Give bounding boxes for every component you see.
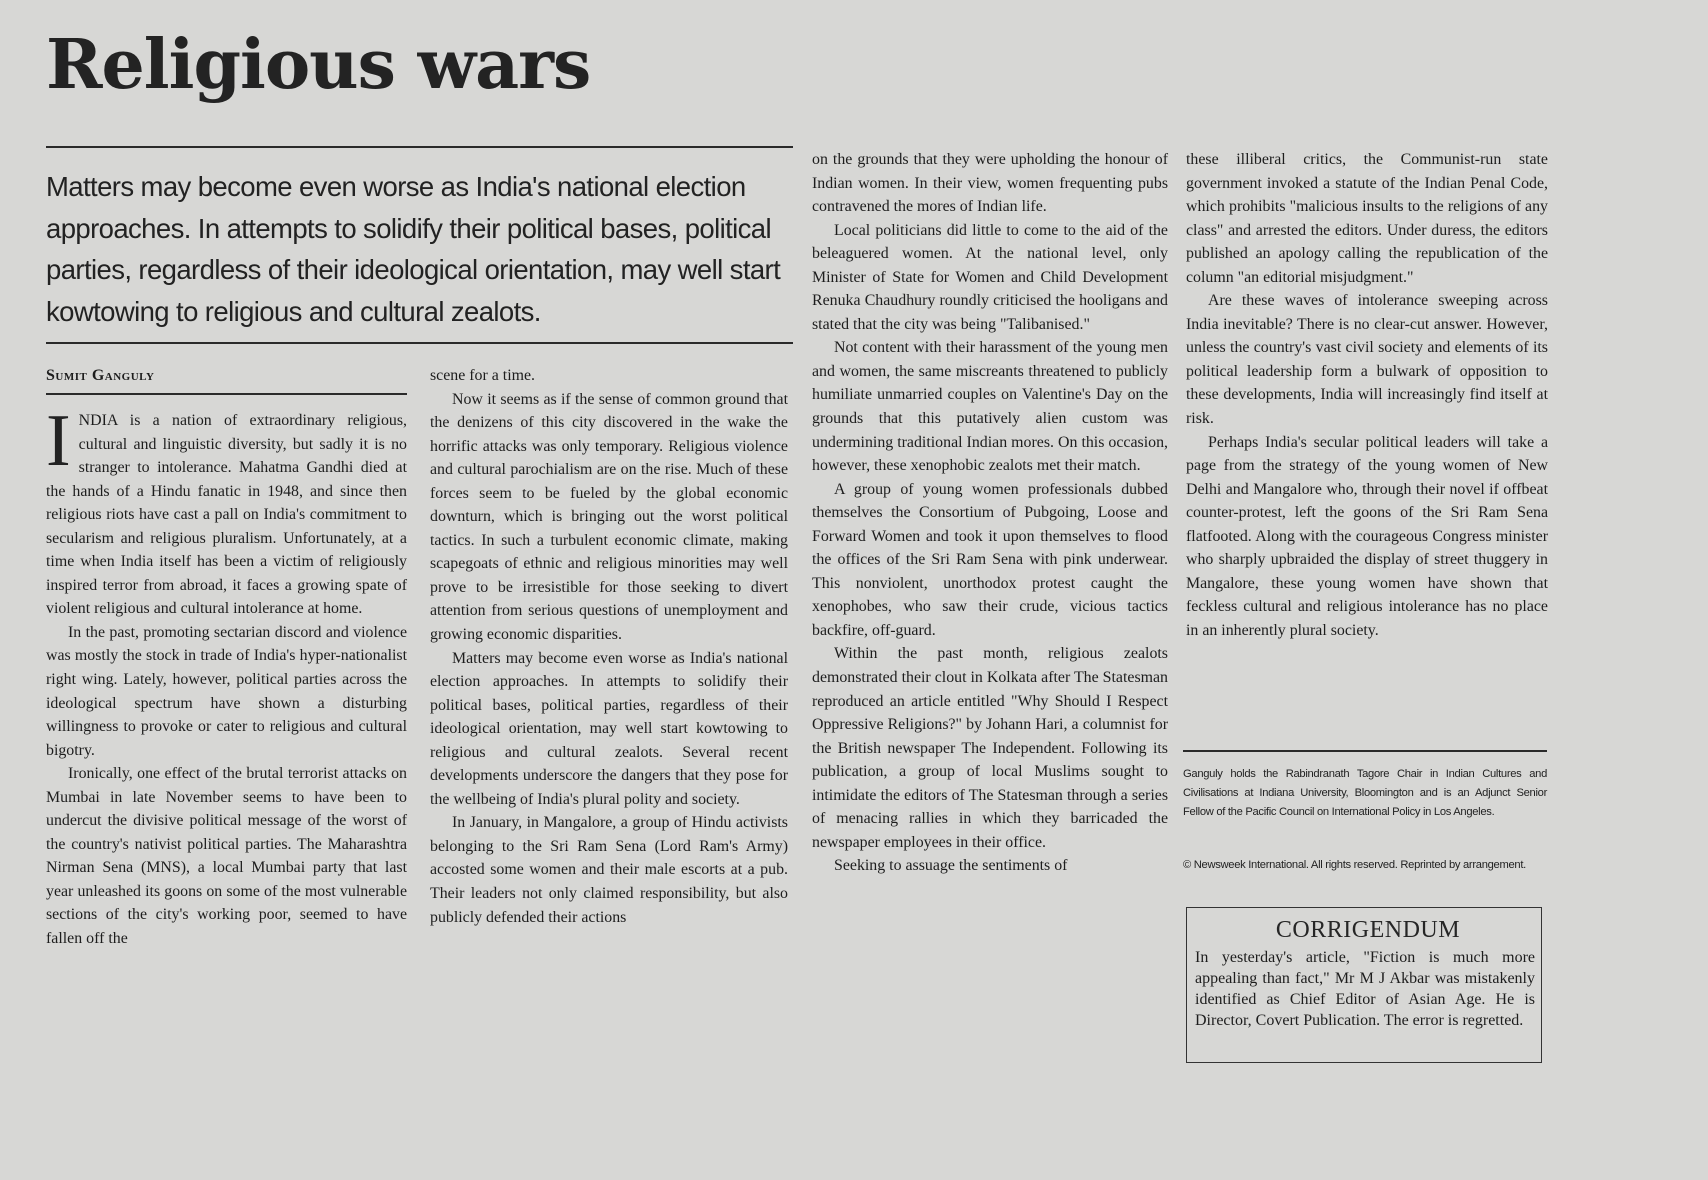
article-paragraph: Local politicians did little to come to the aid of the beleaguered women. At the national level, only Minister of State for Women and Child Development Renuka Chaudhury roundly criticised the hooligans and stated that the city was being "Talibanised.": [812, 221, 1168, 333]
corrigendum-box: [1186, 907, 1542, 1063]
article-paragraph-continued: on the grounds that they were upholding the honour of Indian women. In their view, women frequenting pubs contravened the mores of Indian life.: [812, 151, 1168, 216]
article-paragraph: Matters may become even worse as India's national election approaches. In attempts to solidify their political bases, political parties, regardless of their ideological orientation, may well start kowtowing to religious and cultural zealots. Several recent developments underscore the dangers that they pose for the wellbeing of India's plural polity and society.: [430, 649, 788, 808]
article-paragraph-continued: these illiberal critics, the Communist-run state government invoked a statute of the Indian Penal Code, which prohibits "malicious insults to the religions of any class" and arrested the editors. Under duress, the editors published an apology calling the republication of the column "an editorial misjudgment.": [1186, 151, 1548, 286]
article-paragraph: INDIA is a nation of extraordinary religious, cultural and linguistic diversity, but sadly it is no stranger to intolerance. Mahatma Gandhi died at the hands of a Hindu fanatic in 1948, and since then religious riots have cast a pall on India's commitment to secularism and religious pluralism. Unfortunately, at a time when India itself has been a victim of religiously inspired terror from abroad, it faces a growing spate of violent religious and cultural intolerance at home.: [46, 400, 407, 618]
standfirst-top-rule: [46, 146, 793, 148]
article-paragraph: In the past, promoting sectarian discord and violence was mostly the stock in trade of India's hyper-nationalist right wing. Lately, however, political parties across the ideological spectrum have shown a disturbing willingness to provoke or cater to religious and cultural bigotry.: [46, 623, 407, 759]
author-bio: Ganguly holds the Rabindranath Tagore Chair in Indian Cultures and Civilisations at Indiana University, Bloomington and is an Adjunct Senior Fellow of the Pacific Council on International Policy in Los Angeles.: [1183, 768, 1547, 818]
copyright-notice: © Newsweek International. All rights reserved. Reprinted by arrangement.: [1183, 859, 1526, 871]
article-paragraph: Within the past month, religious zealots demonstrated their clout in Kolkata after The Statesman reproduced an article entitled "Why Should I Respect Oppressive Religions?" by Johann Hari, a columnist for the British newspaper The Independent. Following its publication, a group of local Muslims sought to intimidate the editors of The Statesman through a series of menacing rallies in which they barricaded the newspaper employees in their office.: [812, 645, 1168, 851]
corrigendum-title: CORRIGENDUM: [1275, 917, 1461, 943]
standfirst: Matters may become even worse as India's national election approaches. In attempts to solidify their political bases, political parties, regardless of their ideological orientation, may well start kowtowing to religious and cultural zealots.: [46, 171, 781, 327]
bio-rule: [1183, 750, 1547, 752]
article-paragraph: Are these waves of intolerance sweeping across India inevitable? There is no clear-cut answer. However, unless the country's vast civil society and elements of its political leadership form a bulwark of opposition to these developments, India will increasingly find itself at risk.: [1186, 292, 1548, 428]
byline-rule: [46, 393, 407, 395]
article-paragraph: A group of young women professionals dubbed themselves the Consortium of Pubgoing, Loose and Forward Women and took it upon themselves to flood the offices of the Sri Ram Sena with pink underwear. This nonviolent, unorthodox protest caught the xenophobes, who saw their crude, vicious tactics backfire, off-guard.: [812, 480, 1168, 639]
article-column-1: [46, 400, 407, 951]
corrigendum-text: In yesterday's article, "Fiction is much more appealing than fact," Mr M J Akbar was mistakenly identified as Chief Editor of Asian Age. He is Director, Covert Publication. The error is regretted.: [1195, 949, 1535, 1029]
standfirst-bottom-rule: [46, 342, 793, 344]
article-paragraph-continued: scene for a time.: [430, 367, 536, 384]
article-column-4: [1186, 148, 1548, 642]
article-paragraph: In January, in Mangalore, a group of Hindu activists belonging to the Sri Ram Sena (Lord Ram's Army) accosted some women and their male escorts at a pub. Their leaders not only claimed responsibility, but also publicly defended their actions: [430, 814, 788, 926]
article-column-3: [812, 148, 1168, 878]
drop-cap: I: [46, 400, 71, 482]
article-paragraph: Now it seems as if the sense of common ground that the denizens of this city discovered in the wake the horrific attacks was only temporary. Religious violence and cultural parochialism are on the rise. Much of these forces seem to be fueled by the global economic downturn, which is bringing out the worst political tactics. In such a turbulent economic climate, making scapegoats of ethnic and religious minorities may well prove to be irresistible for those seeking to divert attention from serious questions of unemployment and growing economic disparities.: [430, 390, 788, 644]
article-paragraph: Perhaps India's secular political leaders will take a page from the strategy of the young women of New Delhi and Mangalore who, through their novel if offbeat counter-protest, left the goons of the Sri Ram Sena flatfooted. Along with the courageous Congress minister who sharply upbraided the display of street thuggery in Mangalore, these young women have shown that feckless cultural and religious intolerance has no place in an inherently plural society.: [1186, 433, 1548, 639]
article-paragraph: Seeking to assuage the sentiments of: [834, 857, 1068, 875]
article-paragraph: Not content with their harassment of the young men and women, the same miscreants threatened to publicly humiliate unmarried couples on Valentine's Day on the grounds that this putatively alien custom was undermining traditional Indian mores. On this occasion, however, these xenophobic zealots met their match.: [812, 339, 1168, 475]
article-column-2: [430, 364, 788, 929]
headline: Religious wars: [46, 25, 591, 105]
byline: Sumit Ganguly: [46, 367, 155, 384]
article-paragraph: Ironically, one effect of the brutal terrorist attacks on Mumbai in late November seems to have been to undercut the divisive political message of the worst of the country's nativist political parties. The Maharashtra Nirman Sena (MNS), a local Mumbai party that last year unleashed its goons on some of the most vulnerable sections of the city's working poor, seemed to have fallen off the: [46, 765, 407, 948]
